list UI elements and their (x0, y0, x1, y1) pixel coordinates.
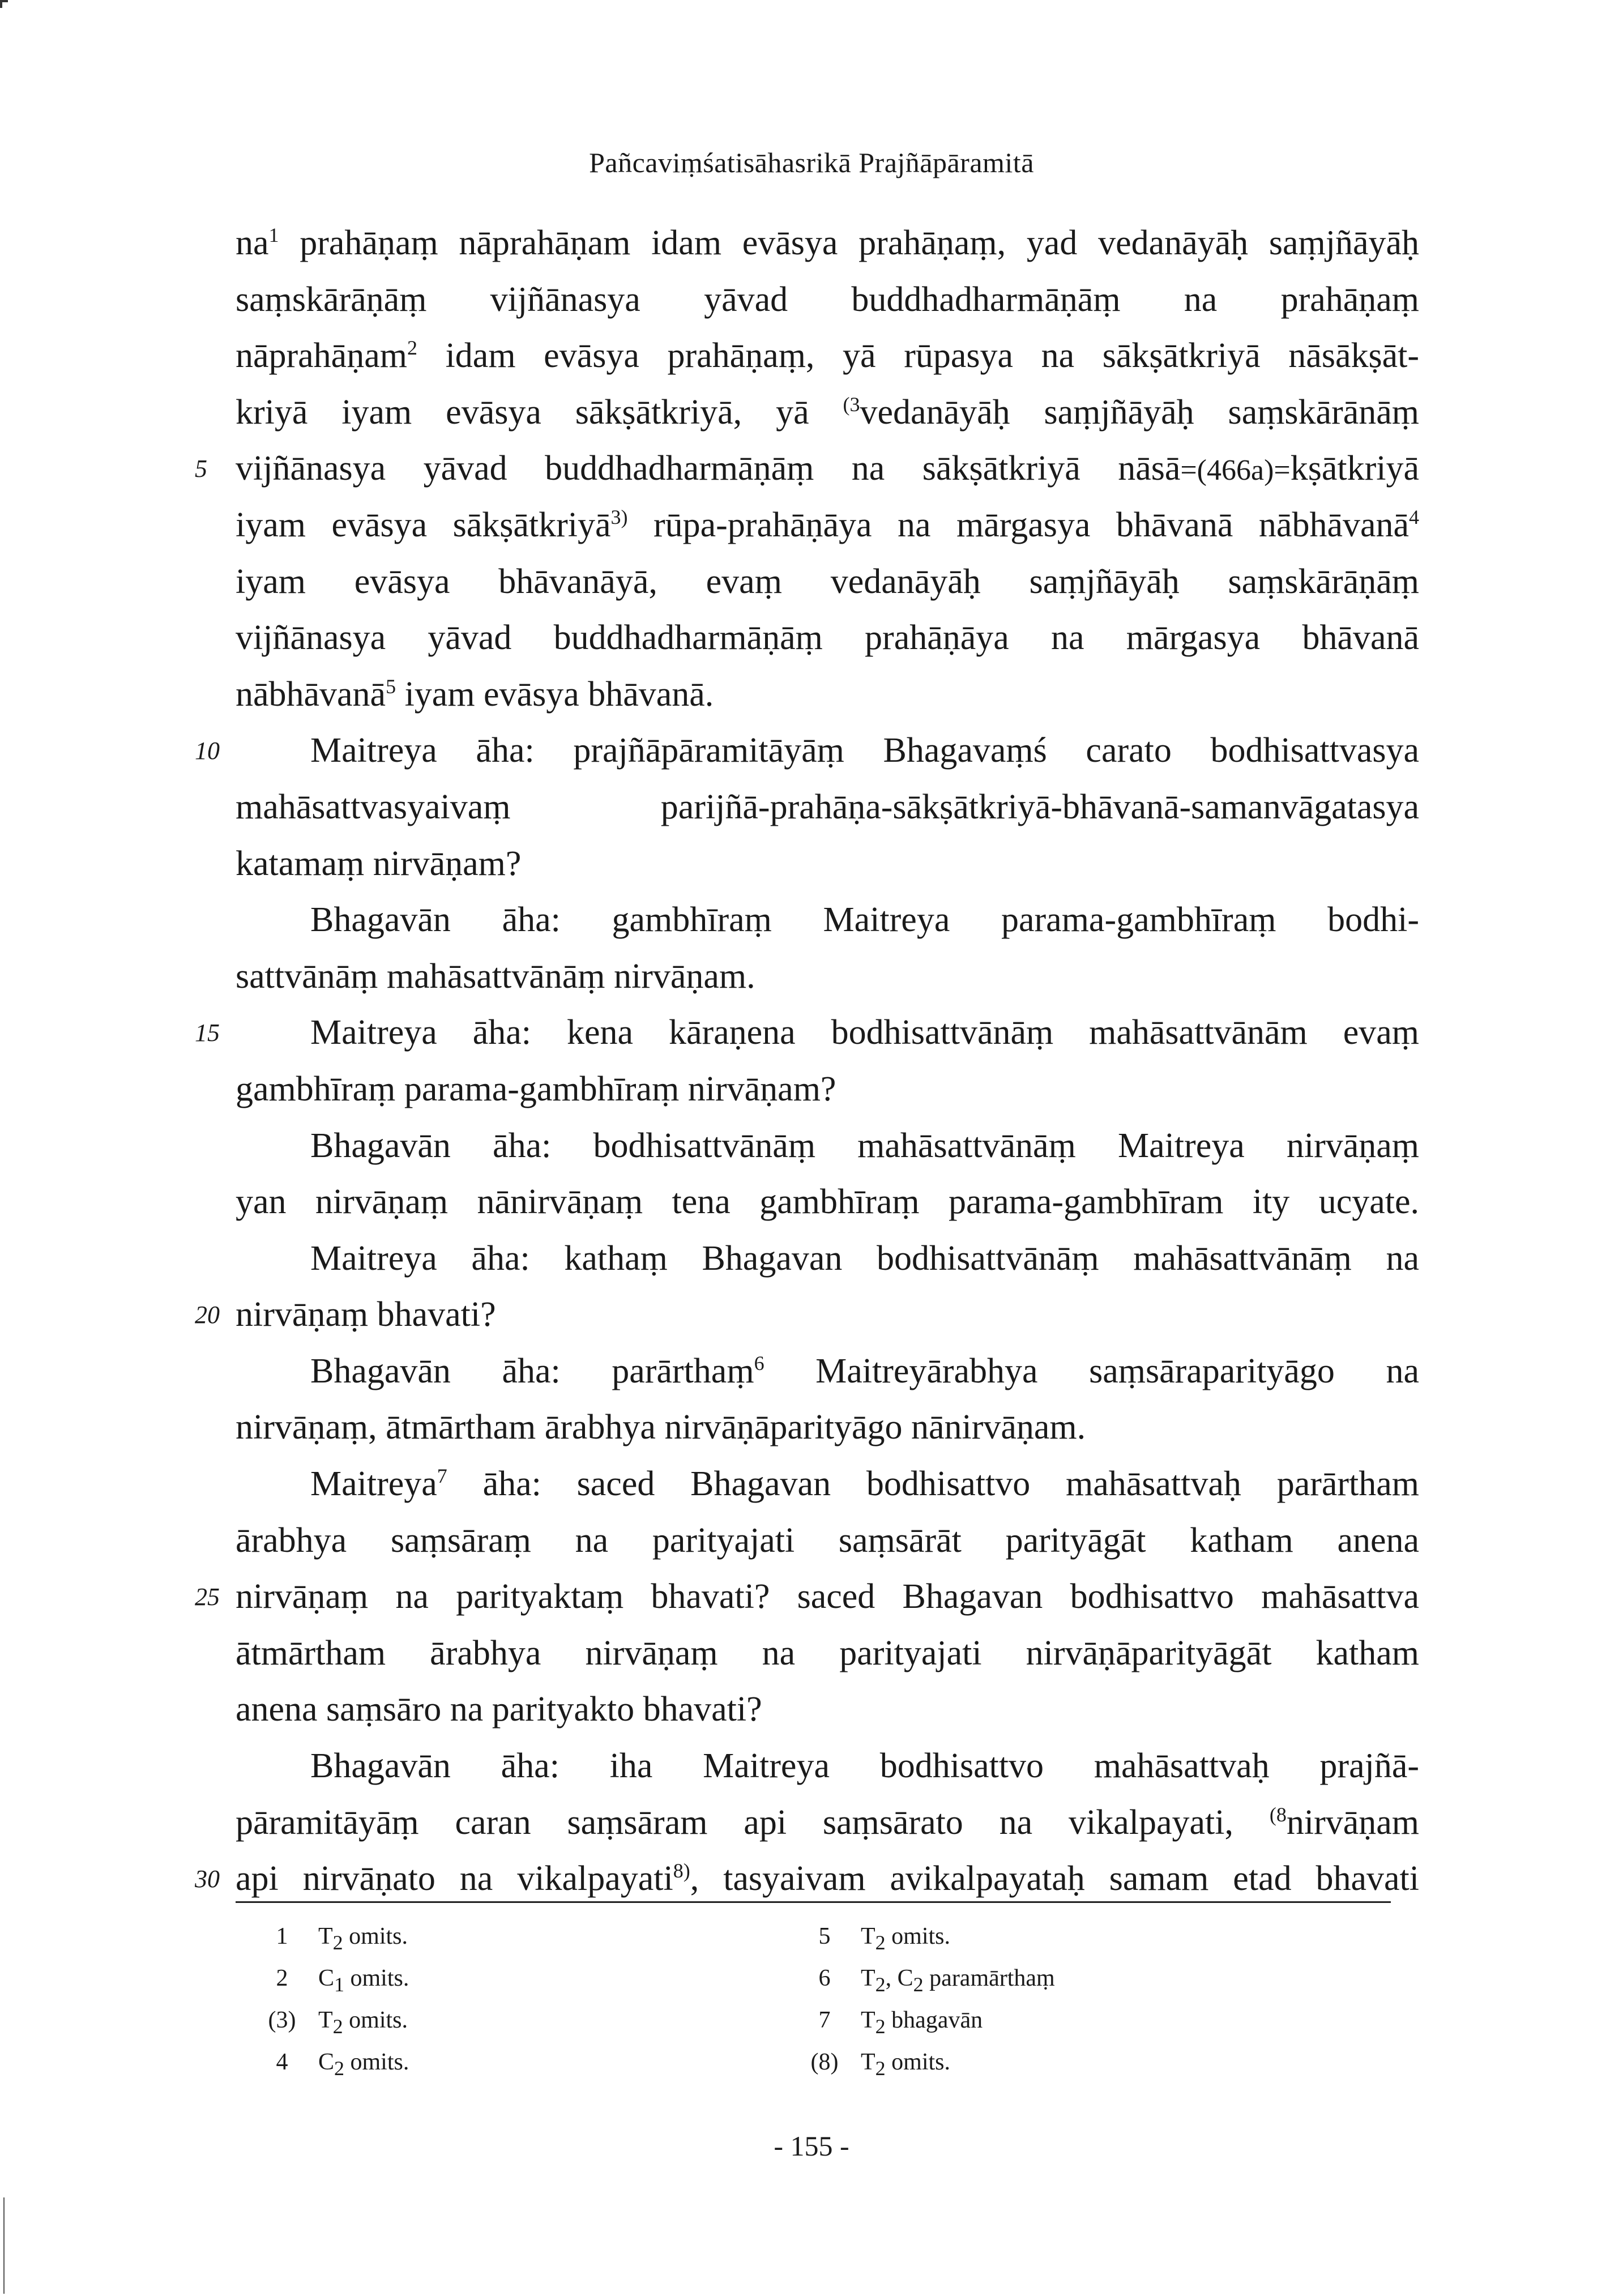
footnote-ref: 8) (673, 1859, 690, 1883)
footnotes-right (798, 1915, 1252, 2083)
footnote-number: (8) (810, 2049, 839, 2075)
text-line: nirvāṇaṃ, ātmārtham ārabhya nirvāṇāparityāgo nānirvāṇam. (236, 1408, 1086, 1447)
footnote: 6 $T_2$, $C_2$ paramārthaṃ (798, 1957, 1252, 1999)
folio-reference: =(466a)= (1180, 454, 1291, 487)
footnote-number: 1 (276, 1923, 288, 1949)
footnote-number: (3) (268, 2007, 296, 2033)
footnote-number: 6 (818, 1965, 831, 1991)
text-line: 5 vijñānasya yāvad buddhadharmāṇāṃ na sākṣātkriyā nāsā=(466a)=kṣātkriyā (236, 441, 1419, 497)
footnote: 4 $C_2$ omits. (256, 2041, 709, 2083)
text-line: 25 nirvāṇaṃ na parityaktaṃ bhavati? saced Bhagavan bodhisattvo mahāsattva (236, 1569, 1419, 1625)
footnote-ref: 7 (437, 1465, 447, 1488)
footnote-ref: 1 (268, 224, 279, 246)
footnote-divider (236, 1901, 1391, 1903)
footnote: 7 $T_2$ bhagavān (798, 1999, 1252, 2041)
footnote: (8) $T_2$ omits. (798, 2041, 1252, 2083)
footnote-number: 5 (818, 1923, 831, 1949)
text-line: vijñānasya yāvad buddhadharmāṇāṃ prahāṇāya na mārgasya bhāvanā (236, 618, 1419, 658)
text-line: Maitreya āha: kathaṃ Bhagavan bodhisattvānāṃ mahāsattvānāṃ na (310, 1239, 1419, 1278)
scan-corner-mark (0, 0, 8, 8)
footnote-ref: 3) (610, 505, 628, 528)
text-line: iyam evāsya sākṣātkriyā$^{3)}$ rūpa-prahāṇāya na mārgasya bhāvanā nābhāvanā$^4$ (236, 505, 1419, 544)
footnote-number: 4 (276, 2049, 288, 2075)
text-line: sattvānāṃ mahāsattvānāṃ nirvāṇam. (236, 957, 755, 996)
text-line: nāprahāṇam$^2$ idam evāsya prahāṇaṃ, yā rūpasya na sākṣātkriyā nāsākṣāt- (236, 336, 1419, 375)
text-line: ārabhya saṃsāraṃ na parityajati saṃsārāt parityāgāt katham anena (236, 1521, 1419, 1560)
text-line: gambhīraṃ parama-gambhīraṃ nirvāṇam? (236, 1069, 836, 1108)
text-line: 20 nirvāṇaṃ bhavati? (236, 1287, 1419, 1343)
line-number: 5 (195, 455, 207, 483)
footnote: 2 $C_1$ omits. (256, 1957, 709, 1999)
footnote-ref: 6 (754, 1351, 764, 1375)
text-line: Bhagavān āha: gambhīraṃ Maitreya parama-gambhīraṃ bodhi- (310, 901, 1419, 940)
footnote: 1 $T_2$ omits. (256, 1915, 709, 1957)
line-number: 30 (195, 1865, 220, 1893)
text-line: Bhagavān āha: iha Maitreya bodhisattvo mahāsattvaḥ prajñā- (310, 1747, 1419, 1786)
text-line: nābhāvanā$^5$ iyam evāsya bhāvanā. (236, 675, 714, 714)
footnote-number: 2 (276, 1965, 288, 1991)
text-line: iyam evāsya bhāvanāyā, evaṃ vedanāyāḥ saṃjñāyāḥ saṃskārāṇāṃ (236, 562, 1419, 601)
text-line: kriyā iyam evāsya sākṣātkriyā, yā $^{(3}$vedanāyāḥ saṃjñāyāḥ saṃskārānāṃ (236, 392, 1419, 432)
text-line: mahāsattvasyaivaṃ parijñā-prahāṇa-sākṣātkriyā-bhāvanā-samanvāgatasya (236, 787, 1419, 826)
text-line: Maitreya$^7$ āha: saced Bhagavan bodhisattvo mahāsattvaḥ parārtham (310, 1465, 1419, 1504)
running-title: Pañcaviṃśatisāhasrikā Prajñāpāramitā (589, 147, 1034, 178)
main-text (195, 215, 1420, 1907)
footnote-ref: (3 (843, 392, 860, 416)
text-line: anena saṃsāro na parityakto bhavati? (236, 1690, 762, 1729)
text-line: katamaṃ nirvāṇam? (236, 844, 522, 883)
line-number: 10 (195, 737, 220, 765)
text-line: pāramitāyāṃ caran saṃsāram api saṃsārato na vikalpayati, $^{(8}$nirvāṇam (236, 1803, 1419, 1842)
footnote-number: 7 (818, 2007, 831, 2033)
footnote-ref: 4 (1409, 505, 1419, 528)
page-number: - 155 - (774, 2130, 849, 2162)
footnote: 5 $T_2$ omits. (798, 1915, 1252, 1957)
text-line: $na^1$ prahāṇaṃ nāprahāṇam idam evāsya prahāṇaṃ, yad vedanāyāḥ saṃjñāyāḥ (236, 224, 1419, 262)
text-line: Bhagavān āha: bodhisattvānāṃ mahāsattvānāṃ Maitreya nirvāṇaṃ (310, 1126, 1419, 1165)
text-line: 10 Maitreya āha: prajñāpāramitāyāṃ Bhagavaṃś carato bodhisattvasya (236, 723, 1419, 779)
text-line: 15 Maitreya āha: kena kāraṇena bodhisattvānāṃ mahāsattvānām evaṃ (236, 1005, 1419, 1061)
text-line: yan nirvāṇaṃ nānirvāṇaṃ tena gambhīraṃ parama-gambhīram ity ucyate. (236, 1183, 1419, 1222)
text-line: 30 api nirvāṇato na vikalpayati$^{8)}$, tasyaivam avikalpayataḥ samam etad bhavati (236, 1851, 1419, 1907)
text-line: saṃskārāṇāṃ vijñānasya yāvad buddhadharmāṇāṃ na prahāṇaṃ (236, 280, 1419, 319)
line-number: 25 (195, 1583, 220, 1611)
footnote-ref: 2 (407, 336, 417, 360)
line-number: 20 (195, 1301, 220, 1329)
text-line: Bhagavān āha: parārthaṃ$^6$ Maitreyārabhya saṃsāraparityāgo na (310, 1351, 1419, 1390)
scan-edge-mark (3, 2197, 5, 2294)
footnote-ref: (8 (1269, 1803, 1287, 1826)
footnote-ref: 5 (386, 675, 396, 698)
footnote: (3) $T_2$ omits. (256, 1999, 709, 2041)
line-number: 15 (195, 1019, 220, 1047)
footnotes-left (256, 1915, 709, 2083)
text-line: ātmārtham ārabhya nirvāṇaṃ na parityajati nirvāṇāparityāgāt katham (236, 1633, 1419, 1672)
